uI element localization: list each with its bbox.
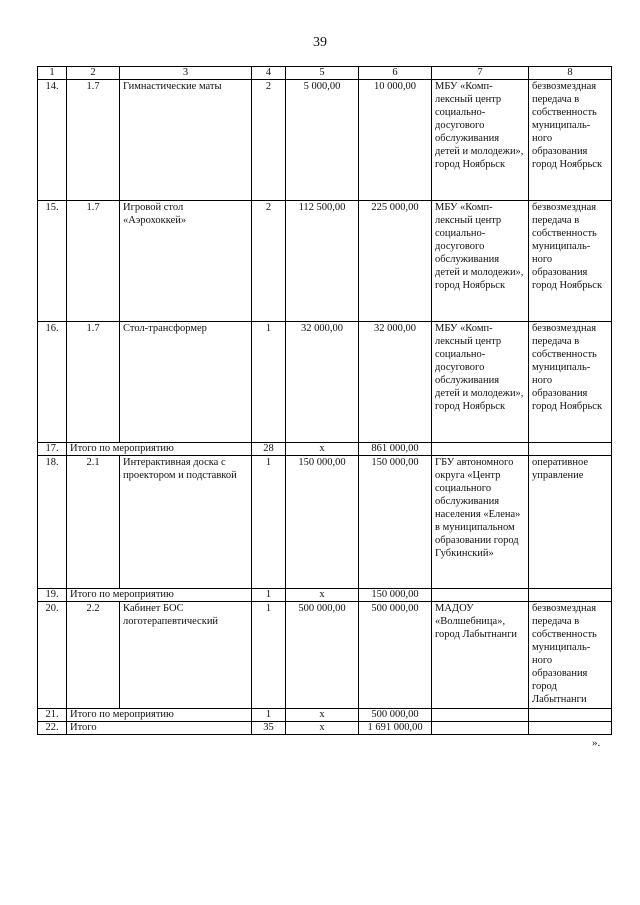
item-code: 1.7 bbox=[67, 322, 120, 443]
row-number: 21. bbox=[38, 709, 67, 722]
item-price: 150 000,00 bbox=[286, 456, 359, 589]
item-code: 1.7 bbox=[67, 80, 120, 201]
subtotal-price: х bbox=[286, 589, 359, 602]
row-number: 18. bbox=[38, 456, 67, 589]
row-number: 17. bbox=[38, 443, 67, 456]
row-number: 19. bbox=[38, 589, 67, 602]
empty-cell bbox=[529, 709, 612, 722]
subtotal-total: 150 000,00 bbox=[359, 589, 432, 602]
item-recipient: МБУ «Комп-лексный центр социально-досугового обслуживания детей и молодежи», город Ноябрьск bbox=[432, 201, 529, 322]
empty-cell bbox=[529, 589, 612, 602]
item-total: 32 000,00 bbox=[359, 322, 432, 443]
subtotal-total: 500 000,00 bbox=[359, 709, 432, 722]
equipment-table bbox=[37, 66, 612, 735]
empty-cell bbox=[529, 443, 612, 456]
item-price: 500 000,00 bbox=[286, 602, 359, 709]
column-number: 5 bbox=[286, 67, 359, 80]
item-recipient: МБУ «Комп-лексный центр социально-досугового обслуживания детей и молодежи», город Ноябрьск bbox=[432, 80, 529, 201]
subtotal-price: х bbox=[286, 709, 359, 722]
subtotal-quantity: 1 bbox=[252, 709, 286, 722]
item-name: Кабинет БОС логотерапевтический bbox=[120, 602, 252, 709]
item-total: 10 000,00 bbox=[359, 80, 432, 201]
subtotal-label: Итого по мероприятию bbox=[67, 709, 252, 722]
row-number: 15. bbox=[38, 201, 67, 322]
item-name: Интерактивная доска с проектором и подставкой bbox=[120, 456, 252, 589]
item-recipient: МБУ «Комп-лексный центр социально-досугового обслуживания детей и молодежи», город Ноябрьск bbox=[432, 322, 529, 443]
grand-total-quantity: 35 bbox=[252, 722, 286, 735]
closing-quote: ». bbox=[592, 737, 601, 749]
item-quantity: 2 bbox=[252, 80, 286, 201]
item-recipient: МАДОУ «Волшебница», город Лабытнанги bbox=[432, 602, 529, 709]
column-number-row bbox=[38, 67, 612, 80]
item-name: Стол-трансформер bbox=[120, 322, 252, 443]
item-name: Игровой стол «Аэрохоккей» bbox=[120, 201, 252, 322]
item-transfer-type: безвозмездная передача в собственность муниципаль-ного образования город Ноябрьск bbox=[529, 80, 612, 201]
empty-cell bbox=[432, 709, 529, 722]
table-row bbox=[38, 80, 612, 201]
column-number: 8 bbox=[529, 67, 612, 80]
subtotal-quantity: 28 bbox=[252, 443, 286, 456]
item-code: 1.7 bbox=[67, 201, 120, 322]
empty-cell bbox=[432, 589, 529, 602]
item-total: 150 000,00 bbox=[359, 456, 432, 589]
item-name: Гимнастические маты bbox=[120, 80, 252, 201]
item-price: 112 500,00 bbox=[286, 201, 359, 322]
item-quantity: 2 bbox=[252, 201, 286, 322]
grand-total-row bbox=[38, 722, 612, 735]
item-total: 500 000,00 bbox=[359, 602, 432, 709]
column-number: 2 bbox=[67, 67, 120, 80]
item-quantity: 1 bbox=[252, 456, 286, 589]
table-row bbox=[38, 201, 612, 322]
item-quantity: 1 bbox=[252, 602, 286, 709]
subtotal-price: х bbox=[286, 443, 359, 456]
subtotal-label: Итого по мероприятию bbox=[67, 443, 252, 456]
item-transfer-type: безвозмездная передача в собственность муниципаль-ного образования город Лабытнанги bbox=[529, 602, 612, 709]
item-price: 5 000,00 bbox=[286, 80, 359, 201]
item-recipient: ГБУ автономного округа «Центр социального обслуживания населения «Елена» в муниципальном образовании город Губкинский» bbox=[432, 456, 529, 589]
item-code: 2.2 bbox=[67, 602, 120, 709]
item-transfer-type: оперативное управление bbox=[529, 456, 612, 589]
item-total: 225 000,00 bbox=[359, 201, 432, 322]
item-code: 2.1 bbox=[67, 456, 120, 589]
grand-total-price: х bbox=[286, 722, 359, 735]
row-number: 14. bbox=[38, 80, 67, 201]
empty-cell bbox=[529, 722, 612, 735]
item-transfer-type: безвозмездная передача в собственность муниципаль-ного образования город Ноябрьск bbox=[529, 201, 612, 322]
table-row bbox=[38, 602, 612, 709]
subtotal-quantity: 1 bbox=[252, 589, 286, 602]
subtotal-row bbox=[38, 443, 612, 456]
table-row bbox=[38, 322, 612, 443]
subtotal-row bbox=[38, 589, 612, 602]
empty-cell bbox=[432, 722, 529, 735]
column-number: 7 bbox=[432, 67, 529, 80]
subtotal-row bbox=[38, 709, 612, 722]
grand-total-label: Итого bbox=[67, 722, 252, 735]
subtotal-total: 861 000,00 bbox=[359, 443, 432, 456]
row-number: 16. bbox=[38, 322, 67, 443]
grand-total-amount: 1 691 000,00 bbox=[359, 722, 432, 735]
item-quantity: 1 bbox=[252, 322, 286, 443]
column-number: 4 bbox=[252, 67, 286, 80]
empty-cell bbox=[432, 443, 529, 456]
row-number: 20. bbox=[38, 602, 67, 709]
row-number: 22. bbox=[38, 722, 67, 735]
subtotal-label: Итого по мероприятию bbox=[67, 589, 252, 602]
item-transfer-type: безвозмездная передача в собственность муниципаль-ного образования город Ноябрьск bbox=[529, 322, 612, 443]
item-price: 32 000,00 bbox=[286, 322, 359, 443]
column-number: 1 bbox=[38, 67, 67, 80]
table-row bbox=[38, 456, 612, 589]
column-number: 3 bbox=[120, 67, 252, 80]
column-number: 6 bbox=[359, 67, 432, 80]
page-number: 39 bbox=[313, 35, 327, 50]
